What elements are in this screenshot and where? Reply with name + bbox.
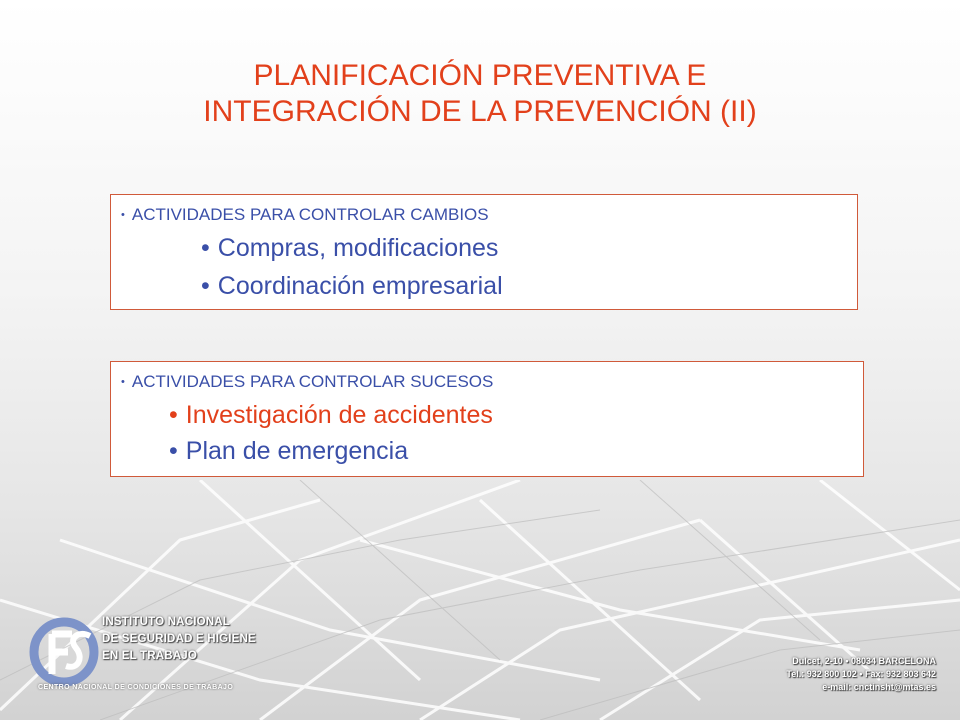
insht-logo xyxy=(28,612,268,702)
box-controlar-sucesos xyxy=(110,361,864,477)
box-controlar-cambios xyxy=(110,194,858,310)
list-item-plan-emergencia xyxy=(169,436,408,466)
bullet-icon: • xyxy=(121,209,125,221)
item-text: Compras, modificaciones xyxy=(217,234,499,262)
title-line-1: PLANIFICACIÓN PREVENTIVA E xyxy=(253,59,707,92)
bullet-icon: • xyxy=(169,401,178,429)
box-heading-sucesos xyxy=(121,372,493,392)
contact-address: Dulcet, 2-10 • 08034 BARCELONA xyxy=(792,656,936,666)
contact-info xyxy=(786,655,936,694)
title-line-2: INTEGRACIÓN DE LA PREVENCIÓN (II) xyxy=(203,95,757,128)
heading-sucesos-text: ACTIVIDADES PARA CONTROLAR SUCESOS xyxy=(131,372,494,391)
logo-line-3: EN EL TRABAJO xyxy=(102,650,198,662)
list-item-investigacion xyxy=(169,400,493,430)
contact-email: e-mail: cnctinsht@mtas.es xyxy=(822,682,936,692)
heading-cambios-text: ACTIVIDADES PARA CONTROLAR CAMBIOS xyxy=(131,205,489,224)
item-text: Coordinación empresarial xyxy=(217,272,503,300)
logo-subtitle: CENTRO NACIONAL DE CONDICIONES DE TRABAJO xyxy=(38,684,234,691)
bullet-icon: • xyxy=(169,437,178,465)
box-heading-cambios xyxy=(121,205,489,225)
logo-text-block xyxy=(102,614,256,665)
list-item-compras xyxy=(201,233,498,263)
item-text: Investigación de accidentes xyxy=(185,401,493,429)
logo-line-2: DE SEGURIDAD E HIGIENE xyxy=(102,633,256,645)
bullet-icon: • xyxy=(201,234,210,262)
slide-title xyxy=(0,58,960,130)
list-item-coordinacion xyxy=(201,271,503,301)
item-text: Plan de emergencia xyxy=(185,437,409,465)
insht-emblem-icon xyxy=(28,612,108,692)
logo-line-1: INSTITUTO NACIONAL xyxy=(102,616,230,628)
bullet-icon: • xyxy=(121,376,125,388)
contact-phone: Tel.: 932 800 102 • Fax: 932 803 642 xyxy=(786,669,936,679)
bullet-icon: • xyxy=(201,272,210,300)
